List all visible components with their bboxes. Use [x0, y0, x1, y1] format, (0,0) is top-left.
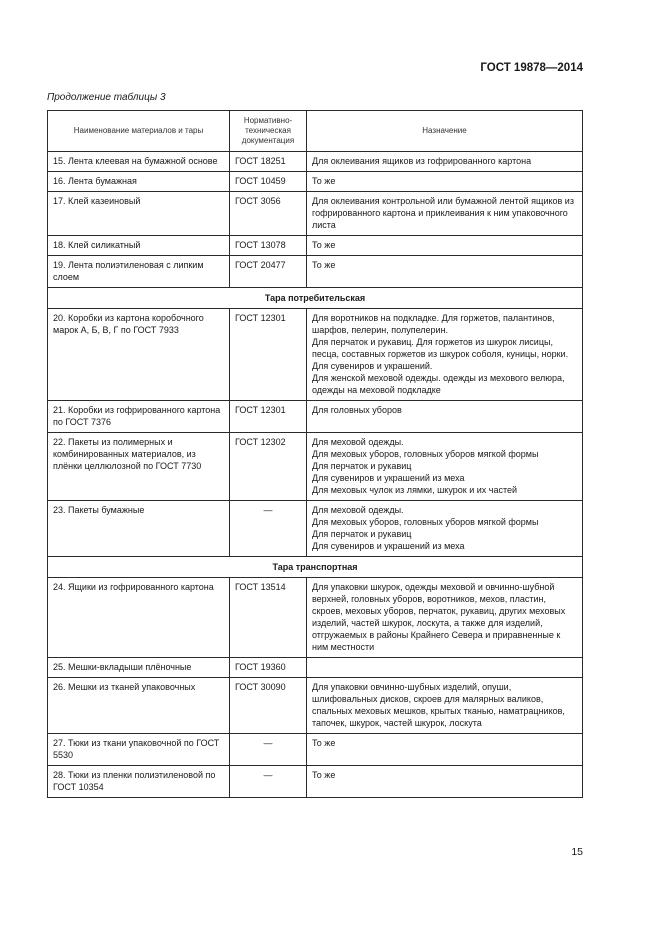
purpose-cell: [307, 309, 583, 401]
material-name-cell: 15. Лента клеевая на бумажной основе: [48, 152, 230, 172]
material-name-cell: 20. Коробки из картона коробочного марок А, Б, В, Г по ГОСТ 7933: [48, 309, 230, 401]
table-caption: Продолжение таблицы 3: [47, 92, 166, 103]
standard-doc-cell: —: [230, 766, 307, 798]
standard-doc-cell: ГОСТ 20477: [230, 256, 307, 288]
purpose-line: То же: [312, 260, 336, 270]
table-row: [48, 766, 583, 798]
purpose-line: Для упаковки овчинно-шубных изделий, опуши, шлифовальных дисков, скроев для малярных валиков, спальных меховых мешков, крытых тканью, наматрацников, тапочек, шкурок, частей шкурок, лоскута: [312, 682, 565, 728]
purpose-cell: [307, 152, 583, 172]
purpose-line: Для меховой одежды.: [312, 505, 404, 515]
purpose-line: Для меховых уборов, головных уборов мягкой формы: [312, 449, 539, 459]
purpose-line: То же: [312, 770, 336, 780]
standard-doc-cell: ГОСТ 12301: [230, 401, 307, 433]
purpose-line: То же: [312, 738, 336, 748]
purpose-line: Для перчаток и рукавиц: [312, 461, 412, 471]
purpose-line: Для сувениров и украшений.: [312, 361, 433, 371]
standard-doc-cell: ГОСТ 12302: [230, 433, 307, 501]
table-row: [48, 658, 583, 678]
standard-doc-cell: ГОСТ 13514: [230, 578, 307, 658]
table-group-packaging-materials: [48, 152, 583, 288]
purpose-line: Для женской меховой одежды. одежды из мехового велюра, одежды на меховой подкладке: [312, 373, 565, 395]
purpose-cell: [307, 766, 583, 798]
table-row: [48, 578, 583, 658]
standard-doc-cell: —: [230, 501, 307, 557]
purpose-line: То же: [312, 240, 336, 250]
section-title-consumer: Тара потребительская: [48, 288, 583, 309]
standard-doc-cell: ГОСТ 3056: [230, 192, 307, 236]
material-name-cell: 28. Тюки из пленки полиэтиленовой по ГОСТ 10354: [48, 766, 230, 798]
section-row-transport: [48, 557, 583, 578]
table-row: [48, 678, 583, 734]
table-row: [48, 256, 583, 288]
section-title-transport: Тара транспортная: [48, 557, 583, 578]
purpose-line: Для воротников на подкладке. Для горжетов, палантинов, шарфов, пелерин, полупелерин.: [312, 313, 555, 335]
col-header-doc: Нормативно-техническая документация: [230, 111, 307, 152]
standard-doc-cell: ГОСТ 10459: [230, 172, 307, 192]
table-row: [48, 734, 583, 766]
purpose-line: Для меховых уборов, головных уборов мягкой формы: [312, 517, 539, 527]
purpose-cell: [307, 578, 583, 658]
purpose-line: Для сувениров и украшений из меха: [312, 473, 465, 483]
purpose-cell: [307, 678, 583, 734]
purpose-cell: [307, 256, 583, 288]
material-name-cell: 25. Мешки-вкладыши плёночные: [48, 658, 230, 678]
purpose-cell: [307, 192, 583, 236]
material-name-cell: 26. Мешки из тканей упаковочных: [48, 678, 230, 734]
purpose-line: Для меховых чулок из лямки, шкурок и их частей: [312, 485, 518, 495]
purpose-line: Для оклеивания ящиков из гофрированного картона: [312, 156, 532, 166]
table-row: [48, 433, 583, 501]
material-name-cell: 24. Ящики из гофрированного картона: [48, 578, 230, 658]
standard-doc-cell: ГОСТ 19360: [230, 658, 307, 678]
table-row: [48, 501, 583, 557]
purpose-cell: [307, 501, 583, 557]
material-name-cell: 27. Тюки из ткани упаковочной по ГОСТ 5530: [48, 734, 230, 766]
material-name-cell: 19. Лента полиэтиленовая с липким слоем: [48, 256, 230, 288]
purpose-line: То же: [312, 176, 336, 186]
material-name-cell: 16. Лента бумажная: [48, 172, 230, 192]
material-name-cell: 21. Коробки из гофрированного картона по ГОСТ 7376: [48, 401, 230, 433]
material-name-cell: 18. Клей силикатный: [48, 236, 230, 256]
standard-doc-cell: ГОСТ 12301: [230, 309, 307, 401]
table-row: [48, 309, 583, 401]
standard-number: ГОСТ 19878—2014: [480, 62, 583, 74]
purpose-line: Для оклеивания контрольной или бумажной лентой ящиков из гофрированного картона и приклеивания к ним упаковочного листа: [312, 196, 574, 230]
purpose-line: Для перчаток и рукавиц. Для горжетов из шкурок лисицы, песца, составных горжетов из шкурок соболя, куницы, норки.: [312, 337, 569, 359]
table-group-consumer: [48, 309, 583, 557]
purpose-line: Для головных уборов: [312, 405, 402, 415]
purpose-line: Для сувениров и украшений из меха: [312, 541, 465, 551]
standard-doc-cell: —: [230, 734, 307, 766]
col-header-purpose: Назначение: [307, 111, 583, 152]
purpose-cell: [307, 734, 583, 766]
standard-doc-cell: ГОСТ 30090: [230, 678, 307, 734]
purpose-cell: [307, 433, 583, 501]
purpose-cell: [307, 658, 583, 678]
standard-doc-cell: ГОСТ 18251: [230, 152, 307, 172]
section-row-consumer: [48, 288, 583, 309]
material-name-cell: 22. Пакеты из полимерных и комбинированных материалов, из плёнки целлюлозной по ГОСТ 7730: [48, 433, 230, 501]
material-name-cell: 17. Клей казеиновый: [48, 192, 230, 236]
purpose-line: Для перчаток и рукавиц: [312, 529, 412, 539]
table-row: [48, 192, 583, 236]
table-row: [48, 401, 583, 433]
materials-table: [47, 110, 583, 798]
table-group-transport: [48, 578, 583, 798]
table-header-row: [48, 111, 583, 152]
purpose-cell: [307, 401, 583, 433]
purpose-cell: [307, 236, 583, 256]
table-row: [48, 172, 583, 192]
table-row: [48, 236, 583, 256]
purpose-line: Для меховой одежды.: [312, 437, 404, 447]
page-number: 15: [571, 846, 583, 858]
material-name-cell: 23. Пакеты бумажные: [48, 501, 230, 557]
standard-doc-cell: ГОСТ 13078: [230, 236, 307, 256]
col-header-name: Наименование материалов и тары: [48, 111, 230, 152]
table-row: [48, 152, 583, 172]
purpose-cell: [307, 172, 583, 192]
purpose-line: Для упаковки шкурок, одежды меховой и овчинно-шубной верхней, головных уборов, воротников, мехов, пластин, скроев, меховых уборов, перчаток, рукавиц, других меховых изделий, частей шкурок, лоскута, а также для изделий, отгружаемых в районы Крайнего Севера и приравненные к ним местности: [312, 582, 566, 652]
